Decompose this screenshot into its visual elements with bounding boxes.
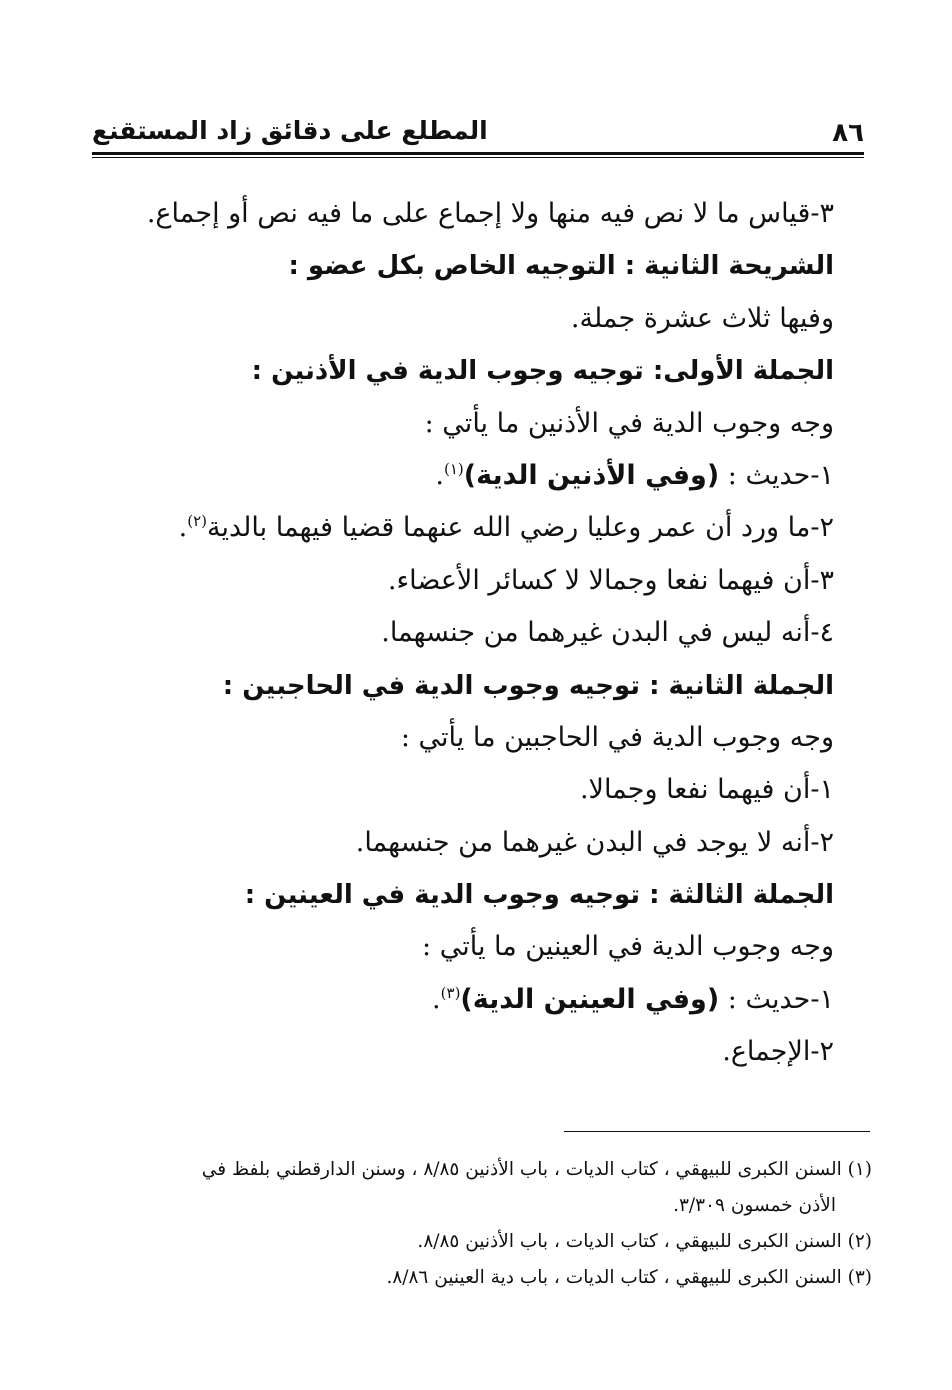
text-line	[134, 974, 834, 1026]
footnote-3: (٣) السنن الكبرى للبيهقي ، كتاب الديات ، باب دية العينين ٨/٨٦.	[386, 1267, 872, 1288]
text-line: ٢-الإجماع.	[722, 1036, 834, 1068]
sentence-end: .	[178, 512, 188, 544]
text-line	[134, 450, 834, 502]
header-rule	[92, 152, 864, 158]
section-heading: الجملة الأولى: توجيه وجوب الدية في الأذنين :	[251, 356, 834, 387]
main-text	[134, 188, 834, 1079]
section-heading: الجملة الثالثة : توجيه وجوب الدية في العينين :	[244, 880, 834, 911]
footnote-ref[interactable]: (٣)	[440, 983, 461, 1002]
footnote-1: (١) السنن الكبرى للبيهقي ، كتاب الديات ، باب الأذنين ٨/٨٥ ، وسنن الدارقطني بلفظ في	[201, 1159, 872, 1180]
footnote-separator	[564, 1131, 870, 1132]
list-item-text: ٢-ما ورد أن عمر وعليا رضي الله عنهما قضيا فيهما بالدية	[207, 512, 834, 544]
list-item-label: ١-حديث :	[727, 983, 834, 1015]
section-heading: الشريحة الثانية : التوجيه الخاص بكل عضو :	[288, 251, 834, 282]
text-line: ٣-أن فيهما نفعا وجمالا لا كسائر الأعضاء.	[387, 564, 834, 596]
footnote-ref[interactable]: (٢)	[187, 512, 208, 531]
footnote-2: (٢) السنن الكبرى للبيهقي ، كتاب الديات ، باب الأذنين ٨/٨٥.	[417, 1231, 872, 1252]
text-line: ٣-قياس ما لا نص فيه منها ولا إجماع على ما فيه نص أو إجماع.	[146, 198, 834, 229]
sentence-end: .	[435, 459, 444, 491]
running-title: المطلع على دقائق زاد المستقنع	[92, 116, 488, 145]
page-number: ٨٦	[832, 118, 864, 148]
text-line: وجه وجوب الدية في العينين ما يأتي :	[422, 931, 834, 963]
sentence-end: .	[432, 983, 441, 1015]
hadith-quote: (وفي العينين الدية)	[460, 983, 720, 1015]
text-line: وجه وجوب الدية في الحاجبين ما يأتي :	[400, 721, 834, 753]
text-line: وجه وجوب الدية في الأذنين ما يأتي :	[424, 407, 834, 439]
list-item-label: ١-حديث :	[727, 459, 834, 491]
text-line: ١-أن فيهما نفعا وجمالا.	[579, 774, 834, 806]
footnote-ref[interactable]: (١)	[443, 459, 464, 478]
text-line	[134, 502, 834, 554]
page-header	[92, 112, 864, 152]
hadith-quote: (وفي الأذنين الدية)	[463, 459, 720, 491]
text-line: وفيها ثلاث عشرة جملة.	[570, 302, 834, 334]
section-heading: الجملة الثانية : توجيه وجوب الدية في الحاجبين :	[222, 670, 834, 701]
footnotes	[106, 1152, 872, 1296]
text-line: ٤-أنه ليس في البدن غيرهما من جنسهما.	[381, 617, 834, 649]
footnote-1-continuation: الأذن خمسون ٣/٣٠٩.	[673, 1195, 836, 1216]
text-line: ٢-أنه لا يوجد في البدن غيرهما من جنسهما.	[355, 826, 834, 858]
